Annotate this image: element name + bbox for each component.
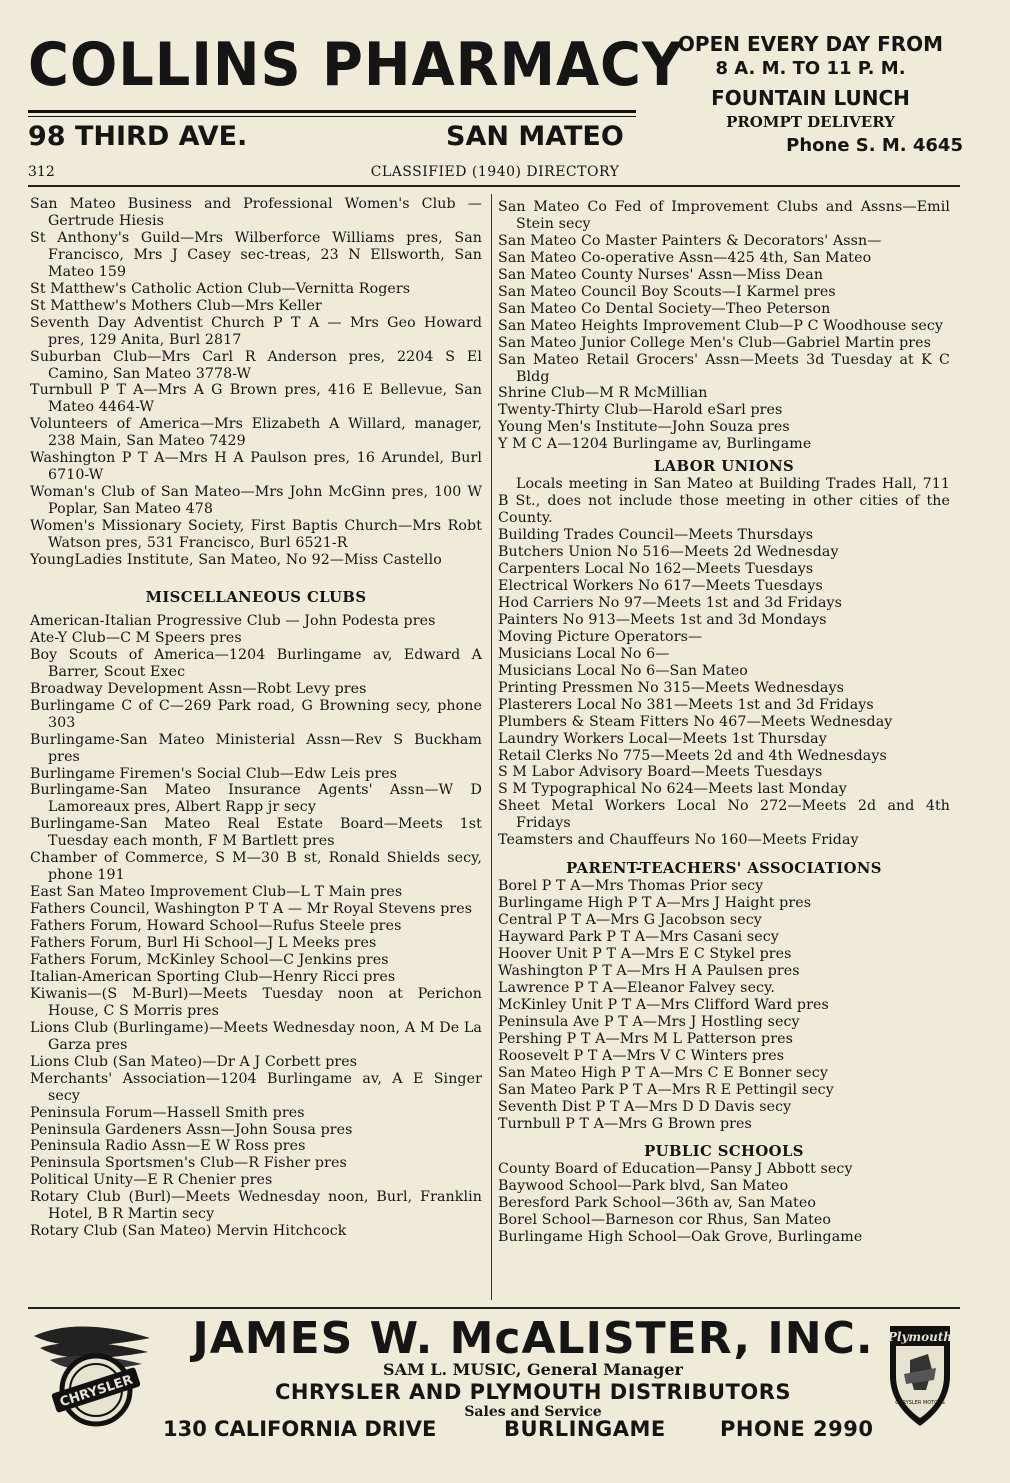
directory-entry: Fathers Council, Washington P T A — Mr Royal Stevens pres — [30, 901, 473, 918]
directory-entry: Teamsters and Chauffeurs No 160—Meets Friday — [498, 832, 859, 849]
right-column — [498, 196, 950, 1246]
directory-entry: Borel School—Barneson cor Rhus, San Mateo — [498, 1212, 832, 1229]
directory-entry: Laundry Workers Local—Meets 1st Thursday — [498, 730, 827, 747]
left-column — [30, 196, 482, 1240]
directory-entry: Hod Carriers No 97—Meets 1st and 3d Fridays — [498, 594, 843, 611]
directory-entry: Italian-American Sporting Club—Henry Ricci pres — [30, 968, 396, 985]
directory-entry: San Mateo Council Boy Scouts—I Karmel pres — [498, 283, 836, 300]
directory-entry: Suburban Club—Mrs Carl R Anderson pres, 2204 S El Camino, San Mateo 3778-W — [30, 348, 482, 382]
directory-entry: Seventh Day Adventist Church P T A — Mrs Geo Howard pres, 129 Anita, Burl 2817 — [30, 314, 482, 348]
section-heading-labor-unions: LABOR UNIONS — [653, 458, 795, 476]
directory-entry: Turnbull P T A—Mrs A G Brown pres, 416 E Bellevue, San Mateo 4464-W — [30, 382, 482, 416]
directory-entry: Merchants' Association—1204 Burlingame av, A E Singer secy — [30, 1070, 482, 1104]
pharmacy-hours-line2: 8 A. M. TO 11 P. M. — [715, 58, 906, 79]
pharmacy-rule — [28, 110, 636, 113]
pta-entries — [498, 878, 950, 1132]
directory-entry: Central P T A—Mrs G Jacobson secy — [498, 912, 762, 929]
pharmacy-city: SAN MATEO — [446, 121, 624, 152]
directory-entry: Rotary Club (Burl)—Meets Wednesday noon, Burl, Franklin Hotel, B R Martin secy — [30, 1189, 482, 1223]
directory-entry: Fathers Forum, McKinley School—C Jenkins pres — [30, 951, 389, 968]
pharmacy-address: 98 THIRD AVE. — [28, 121, 248, 152]
section-spacer — [30, 569, 482, 586]
plymouth-logo-sub: CHRYSLER MOTORS — [895, 1400, 945, 1406]
directory-entry: Peninsula Gardeners Assn—John Sousa pres — [30, 1121, 353, 1138]
directory-entry: S M Labor Advisory Board—Meets Tuesdays — [498, 764, 823, 781]
directory-entry: McKinley Unit P T A—Mrs Clifford Ward pres — [498, 996, 829, 1013]
directory-entry: San Mateo Co-operative Assn—425 4th, San Mateo — [498, 249, 872, 266]
directory-entry: East San Mateo Improvement Club—L T Main pres — [30, 884, 403, 901]
directory-entry: Peninsula Forum—Hassell Smith pres — [30, 1104, 305, 1121]
plymouth-shield-logo — [884, 1320, 956, 1430]
dealer-name: JAMES W. McALISTER, INC. — [192, 1313, 874, 1364]
directory-entry: Borel P T A—Mrs Thomas Prior secy — [498, 878, 764, 895]
pharmacy-name: COLLINS PHARMACY — [28, 30, 684, 100]
directory-entry: Painters No 913—Meets 1st and 3d Mondays — [498, 611, 827, 628]
directory-entry: San Mateo Business and Professional Women's Club —Gertrude Hiesis — [30, 196, 482, 229]
directory-entry: Hayward Park P T A—Mrs Casani secy — [498, 929, 779, 946]
directory-entry: Musicians Local No 6—San Mateo — [498, 662, 748, 679]
directory-entry: San Mateo County Nurses' Assn—Miss Dean — [498, 266, 824, 283]
directory-entry: Burlingame-San Mateo Insurance Agents' Assn—W D Lamoreaux pres, Albert Rapp jr secy — [30, 782, 482, 816]
section-heading-pta: PARENT-TEACHERS' ASSOCIATIONS — [566, 860, 882, 878]
directory-entry: Butchers Union No 516—Meets 2d Wednesday — [498, 544, 839, 561]
directory-entry: Burlingame Firemen's Social Club—Edw Leis pres — [30, 765, 398, 782]
dealer-address: 130 CALIFORNIA DRIVE — [163, 1417, 437, 1441]
section-heading-misc-clubs: MISCELLANEOUS CLUBS — [145, 588, 367, 606]
column-divider — [491, 194, 492, 1300]
directory-entry: YoungLadies Institute, San Mateo, No 92—Miss Castello — [30, 552, 442, 569]
directory-entry: Pershing P T A—Mrs M L Patterson pres — [498, 1030, 793, 1047]
directory-entry: Woman's Club of San Mateo—Mrs John McGinn pres, 100 W Poplar, San Mateo 478 — [30, 484, 482, 518]
directory-entry: Young Men's Institute—John Souza pres — [498, 419, 790, 436]
directory-entry: Twenty-Thirty Club—Harold eSarl pres — [498, 402, 783, 419]
directory-entry: Roosevelt P T A—Mrs V C Winters pres — [498, 1047, 785, 1064]
pharmacy-rule-thin — [28, 116, 636, 117]
pharmacy-advertisement — [28, 26, 963, 158]
directory-entry: St Matthew's Catholic Action Club—Vernitta Rogers — [30, 280, 411, 297]
directory-entry: Burlingame High P T A—Mrs J Haight pres — [498, 895, 812, 912]
pharmacy-info — [658, 32, 963, 160]
directory-entry: Building Trades Council—Meets Thursdays — [498, 527, 814, 544]
chrysler-winged-logo — [30, 1316, 160, 1428]
directory-entry: Musicians Local No 6— — [498, 645, 670, 662]
directory-entry: Fathers Forum, Burl Hi School—J L Meeks pres — [30, 935, 377, 952]
directory-entry: Shrine Club—M R McMillian — [498, 385, 708, 402]
header-rule — [28, 185, 960, 187]
dealer-phone: PHONE 2990 — [720, 1417, 874, 1441]
directory-entry: Y M C A—1204 Burlingame av, Burlingame — [498, 436, 812, 453]
directory-entry: Broadway Development Assn—Robt Levy pres — [30, 680, 367, 697]
directory-entry: Plumbers & Steam Fitters No 467—Meets Wednesday — [498, 713, 893, 730]
directory-entry: San Mateo Co Master Painters & Decorators' Assn— — [498, 232, 882, 249]
directory-entry: Moving Picture Operators— — [498, 628, 703, 645]
labor-intro: Locals meeting in San Mateo at Building Trades Hall, 711 B St., does not include those meeting in other cities of the County. — [498, 476, 950, 527]
misc-clubs-entries — [30, 613, 482, 1240]
dealer-sales: Sales and Service — [464, 1404, 602, 1420]
labor-union-entries — [498, 527, 950, 849]
dealer-distributors: CHRYSLER AND PLYMOUTH DISTRIBUTORS — [274, 1380, 792, 1404]
running-header — [28, 162, 960, 184]
directory-entry: Lions Club (San Mateo)—Dr A J Corbett pres — [30, 1053, 358, 1070]
plymouth-logo-text: Plymouth — [887, 1330, 953, 1344]
directory-entry: San Mateo Co Fed of Improvement Clubs and Assns—Emil Stein secy — [498, 199, 950, 232]
directory-entry: Boy Scouts of America—1204 Burlingame av, Edward A Barrer, Scout Exec — [30, 646, 482, 680]
chrysler-logo-text: CHRYSLER — [58, 1372, 135, 1411]
directory-entry: Peninsula Sportsmen's Club—R Fisher pres — [30, 1155, 347, 1172]
directory-entry: Chamber of Commerce, S M—30 B st, Ronald Shields secy, phone 191 — [30, 850, 482, 884]
directory-entry: Burlingame C of C—269 Park road, G Browning secy, phone 303 — [30, 697, 482, 731]
directory-entry: Peninsula Radio Assn—E W Ross pres — [30, 1138, 306, 1155]
directory-entry: Plasterers Local No 381—Meets 1st and 3d Fridays — [498, 696, 874, 713]
directory-entry: Seventh Dist P T A—Mrs D D Davis secy — [498, 1098, 792, 1115]
pharmacy-phone: Phone S. M. 4645 — [786, 135, 963, 156]
section-heading-public-schools: PUBLIC SCHOOLS — [644, 1143, 804, 1161]
mcalister-advertisement — [28, 1312, 960, 1452]
directory-entry: Baywood School—Park blvd, San Mateo — [498, 1178, 789, 1195]
directory-entry: Women's Missionary Society, First Baptis Church—Mrs Robt Watson pres, 531 Francisco, Burl 6521-R — [30, 518, 482, 552]
directory-entry: Printing Pressmen No 315—Meets Wednesdays — [498, 679, 844, 696]
directory-entry: Ate-Y Club—C M Speers pres — [30, 629, 242, 646]
directory-entry: American-Italian Progressive Club — John Podesta pres — [30, 612, 436, 629]
directory-entry: Burlingame High School—Oak Grove, Burlingame — [498, 1229, 863, 1246]
directory-entry: San Mateo Co Dental Society—Theo Peterson — [498, 300, 831, 317]
right-entries — [498, 196, 950, 453]
directory-entry: San Mateo Heights Improvement Club—P C Woodhouse secy — [498, 317, 943, 334]
directory-entry: Sheet Metal Workers Local No 272—Meets 2d and 4th Fridays — [498, 798, 950, 832]
dealer-manager: SAM L. MUSIC, General Manager — [383, 1360, 683, 1379]
directory-entry: Peninsula Ave P T A—Mrs J Hostling secy — [498, 1013, 800, 1030]
directory-entry: Hoover Unit P T A—Mrs E C Stykel pres — [498, 945, 792, 962]
directory-entry: San Mateo Park P T A—Mrs R E Pettingil secy — [498, 1081, 834, 1098]
directory-entry: Beresford Park School—36th av, San Mateo — [498, 1195, 816, 1212]
directory-entry: San Mateo Retail Grocers' Assn—Meets 3d Tuesday at K C Bldg — [498, 351, 950, 385]
directory-entry: Kiwanis—(S M-Burl)—Meets Tuesday noon at Perichon House, C S Morris pres — [30, 985, 482, 1019]
directory-entry: San Mateo Junior College Men's Club—Gabriel Martin pres — [498, 334, 932, 351]
directory-entry: Political Unity—E R Chenier pres — [30, 1172, 273, 1189]
pharmacy-delivery: PROMPT DELIVERY — [726, 113, 895, 131]
dealer-city: BURLINGAME — [504, 1417, 666, 1441]
directory-entry: Retail Clerks No 775—Meets 2d and 4th Wednesdays — [498, 747, 887, 764]
page-title: CLASSIFIED (1940) DIRECTORY — [370, 164, 620, 180]
directory-entry: Volunteers of America—Mrs Elizabeth A Willard, manager, 238 Main, San Mateo 7429 — [30, 416, 482, 450]
directory-entry: Washington P T A—Mrs H A Paulsen pres — [498, 962, 800, 979]
directory-entry: Burlingame-San Mateo Ministerial Assn—Rev S Buckham pres — [30, 731, 482, 765]
directory-entry: County Board of Education—Pansy J Abbott secy — [498, 1161, 853, 1178]
footer-rule — [28, 1307, 960, 1309]
directory-entry: St Anthony's Guild—Mrs Wilberforce Williams pres, San Francisco, Mrs J Casey sec-treas, 23 N Ellsworth, San Mateo 159 — [30, 229, 482, 280]
page-number: 312 — [28, 164, 55, 180]
directory-entry: Lawrence P T A—Eleanor Falvey secy. — [498, 979, 775, 996]
directory-entry: S M Typographical No 624—Meets last Monday — [498, 781, 847, 798]
left-entries — [30, 196, 482, 569]
public-schools-entries — [498, 1161, 950, 1246]
directory-entry: Turnbull P T A—Mrs G Brown pres — [498, 1115, 752, 1132]
directory-entry: Carpenters Local No 162—Meets Tuesdays — [498, 561, 814, 578]
pharmacy-hours-line1: OPEN EVERY DAY FROM — [677, 32, 944, 56]
directory-entry: Electrical Workers No 617—Meets Tuesdays — [498, 577, 823, 594]
directory-entry: Fathers Forum, Howard School—Rufus Steele pres — [30, 918, 402, 935]
pharmacy-fountain: FOUNTAIN LUNCH — [711, 86, 910, 110]
directory-entry: Rotary Club (San Mateo) Mervin Hitchcock — [30, 1223, 347, 1240]
directory-entry: St Matthew's Mothers Club—Mrs Keller — [30, 297, 322, 314]
directory-entry: Lions Club (Burlingame)—Meets Wednesday noon, A M De La Garza pres — [30, 1019, 482, 1053]
directory-entry: Burlingame-San Mateo Real Estate Board—Meets 1st Tuesday each month, F M Bartlett pres — [30, 816, 482, 850]
directory-entry: Washington P T A—Mrs H A Paulson pres, 16 Arundel, Burl 6710-W — [30, 450, 482, 484]
directory-entry: San Mateo High P T A—Mrs C E Bonner secy — [498, 1064, 828, 1081]
